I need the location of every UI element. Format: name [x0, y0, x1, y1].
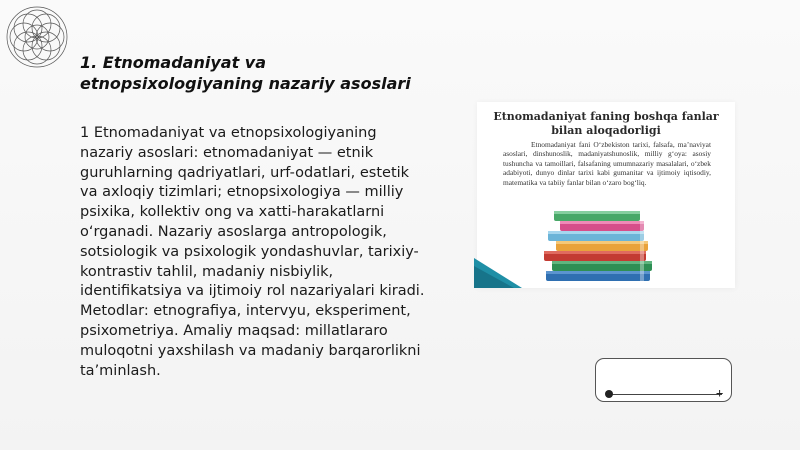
scrub-track[interactable] — [610, 394, 722, 395]
card-title-line-1: Etnomadaniyat faning boshqa fanlar — [493, 110, 719, 123]
circle-lattice-ornament-icon — [4, 4, 70, 70]
teal-corner-decoration — [474, 258, 522, 288]
plus-icon[interactable]: + — [716, 386, 724, 400]
card-paragraph: Etnomadaniyat fani O‘zbekiston tarixi, falsafa, ma’naviyat asoslari, dinshunoslik, madaniyatshunoslik, milliy g‘oya: asosiy tushuncha va tamoillari, falsafaning umumnazariy masalalari, o‘zbek adabiyoti, dunyo dinlar tarixi kabi gumanitar va ijtimoiy iqtisodiy, matematika va tabiiy fanlar bilan o‘zaro bog‘liq. — [503, 140, 711, 187]
card-title-line-2: bilan aloqadorligi — [551, 124, 661, 137]
slide-body-text: 1 Etnomadaniyat va etnopsixologiyaning nazariy asoslari: etnomadaniyat — etnik guruhlarning qadriyatlari, urf-odatlari, estetik va axloqiy tizimlari; etnopsixologiya — milliy psixika, kollektiv ong va xatti-harakatlarni o‘rganadi. Nazariy asoslarga antropologik, sotsiologik va psixologik yondashuvlar, tarixiy-kontrastiv tahlil, madaniy nisbiylik, identifikatsiya va ijtimoiy rol nazariyalari kiradi. Metodlar: etnografiya, intervyu, eksperiment, psixometriya. Amaliy maqsad: millatlararo muloqotni yaxshilash va madaniy barqarorlikni ta’minlash. — [80, 125, 425, 379]
media-scrubber[interactable] — [595, 358, 732, 402]
playhead-dot-icon[interactable] — [605, 390, 613, 398]
book-stack-icon — [540, 205, 670, 287]
slide-title: 1. Etnomadaniyat va etnopsixologiyaning nazariy asoslari — [80, 53, 411, 93]
card-title — [477, 110, 735, 138]
